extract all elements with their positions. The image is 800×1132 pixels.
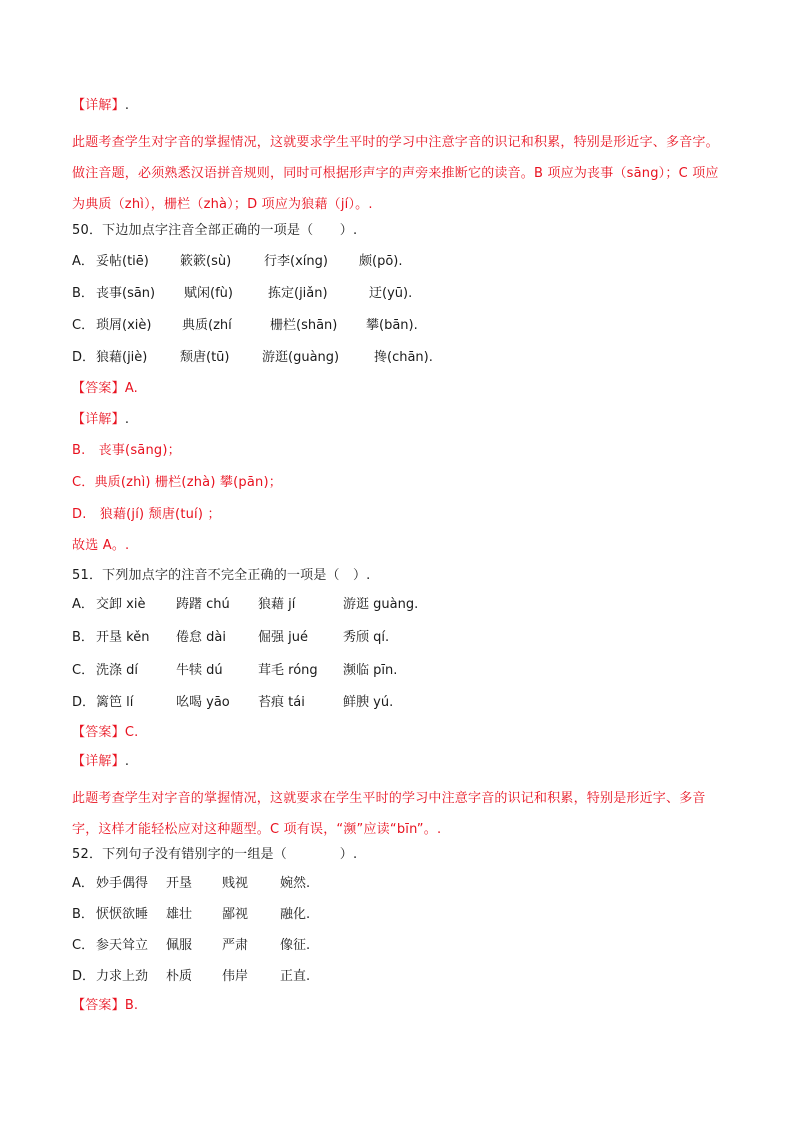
option-item: 交卸 xiè xyxy=(96,597,146,612)
option-item: 濒临 pīn. xyxy=(343,663,398,678)
option-label: A． xyxy=(72,876,94,891)
option-item: 迂(yū). xyxy=(369,286,413,301)
option-item: 篱笆 lí xyxy=(96,695,134,710)
option-item: 正直. xyxy=(280,969,311,984)
detail-label-text: 【详解】 xyxy=(72,412,125,427)
question-52-stem: 52．下列句子没有错别字的一组是（ ）. xyxy=(72,847,358,862)
option-item: 栅栏(shān) xyxy=(270,318,338,333)
option-label: B． xyxy=(72,630,94,645)
option-label: A． xyxy=(72,254,94,269)
option-item: 开垦 xyxy=(166,876,193,891)
answer-value: A. xyxy=(124,381,139,396)
question-51-answer xyxy=(72,724,138,742)
option-item: 丧事(sān) xyxy=(96,286,156,301)
detail-label-text: 【详解】 xyxy=(72,754,125,769)
option-item: 行李(xíng) xyxy=(264,254,328,269)
option-item: 搀(chān). xyxy=(374,350,433,365)
option-label: B． xyxy=(72,907,94,922)
option-item: 攀(bān). xyxy=(366,318,418,333)
answer-value: B. xyxy=(124,998,139,1013)
option-item: 严肃 xyxy=(222,938,249,953)
question-50-stem: 50．下边加点字注音全部正确的一项是（ ）. xyxy=(72,223,358,238)
option-item: 恹恹欲睡 xyxy=(96,907,149,922)
option-item: 拣定(jiǎn) xyxy=(268,286,328,301)
option-item: 婉然. xyxy=(280,876,311,891)
answer-label: 【答案】 xyxy=(72,998,125,1013)
option-item: 力求上劲 xyxy=(96,969,149,984)
option-item: 狼藉(jiè) xyxy=(96,350,148,365)
option-item: 牛犊 dú xyxy=(176,663,223,678)
option-item: 倔强 jué xyxy=(258,630,308,645)
option-label: D． xyxy=(72,350,96,365)
option-label: C． xyxy=(72,318,95,333)
option-item: 秀颀 qí. xyxy=(343,630,390,645)
option-label: A． xyxy=(72,597,94,612)
option-item: 开垦 kěn xyxy=(96,630,150,645)
question-50-detail-label: 【详解】. xyxy=(72,412,130,427)
option-item: 融化. xyxy=(280,907,311,922)
question-50-answer xyxy=(72,380,138,398)
question-50-conclusion: 故选 A。. xyxy=(72,538,130,553)
option-item: 赋闲(fù) xyxy=(184,286,233,301)
option-item: 妙手偶得 xyxy=(96,876,149,891)
option-item: 像征. xyxy=(280,938,311,953)
option-label: C． xyxy=(72,663,95,678)
answer-label: 【答案】 xyxy=(72,381,125,396)
option-item: 洗涤 dí xyxy=(96,663,138,678)
option-label: B． xyxy=(72,286,94,301)
option-item: 游逛 guàng. xyxy=(343,597,419,612)
option-label: D． xyxy=(72,969,96,984)
option-item: 簌簌(sù) xyxy=(180,254,232,269)
option-item: 倦怠 dài xyxy=(176,630,226,645)
question-50-explain-c: C．典质(zhì) 栅栏(zhà) 攀(pān)； xyxy=(72,475,282,490)
option-item: 朴质 xyxy=(166,969,193,984)
option-item: 雄壮 xyxy=(166,907,193,922)
option-item: 踌躇 chú xyxy=(176,597,230,612)
answer-label: 【答案】 xyxy=(72,725,125,740)
option-item: 苔痕 tái xyxy=(258,695,305,710)
option-item: 狼藉 jí xyxy=(258,597,296,612)
option-item: 鲜腴 yú. xyxy=(343,695,394,710)
option-item: 茸毛 róng xyxy=(258,663,318,678)
answer-value: C. xyxy=(124,725,139,740)
detail-label-text: 【详解】 xyxy=(72,98,125,113)
option-label: D． xyxy=(72,695,96,710)
option-item: 鄙视 xyxy=(222,907,249,922)
question-50-explain-d: D. 狼藉(jí) 颓唐(tuí) ； xyxy=(72,507,221,522)
explanation-paragraph: 此题考查学生对字音的掌握情况，这就要求学生平时的学习中注意字音的识记和积累，特别是形近字、多音字。做注音题，必须熟悉汉语拼音规则，同时可根据形声字的声旁来推断它的读音。B 项应为丧事（sāng）；C 项应为典质（zhì），栅栏（zhà）；D 项应为狼藉（jí）。. xyxy=(72,135,719,212)
option-item: 伟岸 xyxy=(222,969,249,984)
option-label: C． xyxy=(72,938,95,953)
option-item: 参天耸立 xyxy=(96,938,149,953)
option-item: 吆喝 yāo xyxy=(176,695,230,710)
option-item: 典质(zhí xyxy=(182,318,232,333)
question-52-answer xyxy=(72,997,138,1015)
question-51-detail-label: 【详解】. xyxy=(72,754,130,769)
option-item: 妥帖(tiē) xyxy=(96,254,149,269)
question-51-explanation: 此题考查学生对字音的掌握情况，这就要求在学生平时的学习中注意字音的识记和积累，特别是形近字、多音字，这样才能轻松应对这种题型。C 项有误，“濒”应读“bīn”。. xyxy=(72,791,706,837)
question-51-stem: 51．下列加点字的注音不完全正确的一项是（ ）. xyxy=(72,568,371,583)
option-item: 颓唐(tū) xyxy=(180,350,230,365)
option-item: 游逛(guàng) xyxy=(262,350,340,365)
option-item: 颇(pō). xyxy=(359,254,403,269)
question-50-explain-b: B. 丧事(sāng)； xyxy=(72,443,181,458)
option-item: 佩服 xyxy=(166,938,193,953)
detail-label: 【详解】. xyxy=(72,98,130,113)
option-item: 贱视 xyxy=(222,876,249,891)
option-item: 琐屑(xiè) xyxy=(96,318,152,333)
